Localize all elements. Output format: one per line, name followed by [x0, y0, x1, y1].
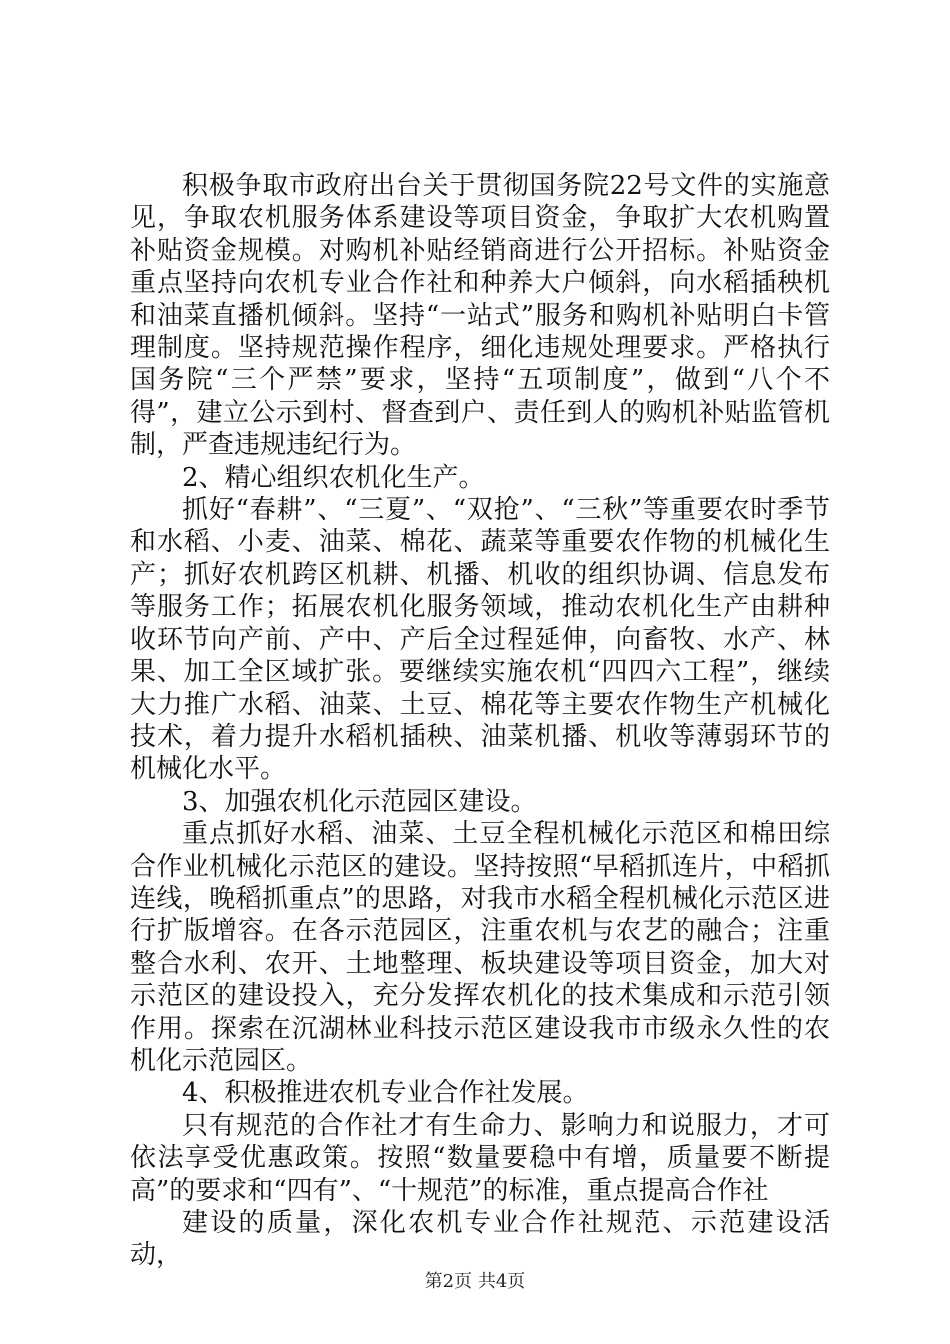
- paragraph-demo-park: 重点抓好水稻、油菜、土豆全程机械化示范区和棉田综合作业机械化示范区的建设。坚持按照“早稻抓连片，中稻抓连线，晚稻抓重点”的思路，对我市水稻全程机械化示范区进行扩版增容。在各示范园区，注重农机与农艺的融合；注重整合水利、农开、土地整理、板块建设等项目资金，加大对示范区的建设投入，充分发挥农机化的技术集成和示范引领作用。探索在沉湖林业科技示范区建设我市市级永久性的农机化示范园区。: [130, 819, 830, 1076]
- paragraph-cooperatives: 只有规范的合作社才有生命力、影响力和说服力，才可依法享受优惠政策。按照“数量要稳中有增，质量要不断提高”的要求和“四有”、“十规范”的标准，重点提高合作社: [130, 1110, 830, 1206]
- page-number-footer: 第2页 共4页: [424, 1271, 526, 1292]
- heading-demo-park: 3、加强农机化示范园区建设。: [182, 786, 537, 817]
- document-body: [130, 170, 830, 1272]
- paragraph-production: 抓好“春耕”、“三夏”、“双抢”、“三秋”等重要农时季节和水稻、小麦、油菜、棉花、蔬菜等重要农作物的机械化生产；抓好农机跨区机耕、机播、机收的组织协调、信息发布等服务工作；拓展农机化服务领域，推动农机化生产由耕种收环节向产前、产中、产后全过程延伸，向畜牧、水产、林果、加工全区域扩张。要继续实施农机“四四六工程”，继续大力推广水稻、油菜、土豆、棉花等主要农作物生产机械化技术，着力提升水稻机插秧、油菜机播、机收等薄弱环节的机械化水平。: [130, 495, 830, 785]
- paragraph-subsidy: 积极争取市政府出台关于贯彻国务院22号文件的实施意见，争取农机服务体系建设等项目资金，争取扩大农机购置补贴资金规模。对购机补贴经销商进行公开招标。补贴资金重点坚持向农机专业合作社和种养大户倾斜，向水稻插秧机和油菜直播机倾斜。坚持“一站式”服务和购机补贴明白卡管理制度。坚持规范操作程序，细化违规处理要求。严格执行国务院“三个严禁”要求，坚持“五项制度”，做到“八个不得”，建立公示到村、督查到户、责任到人的购机补贴监管机制，严查违规违纪行为。: [130, 171, 830, 461]
- paragraph-continuation: 建设的质量，深化农机专业合作社规范、示范建设活动，: [130, 1208, 830, 1271]
- heading-cooperatives: 4、积极推进农机专业合作社发展。: [182, 1078, 589, 1109]
- heading-production: 2、精心组织农机化生产。: [182, 462, 485, 493]
